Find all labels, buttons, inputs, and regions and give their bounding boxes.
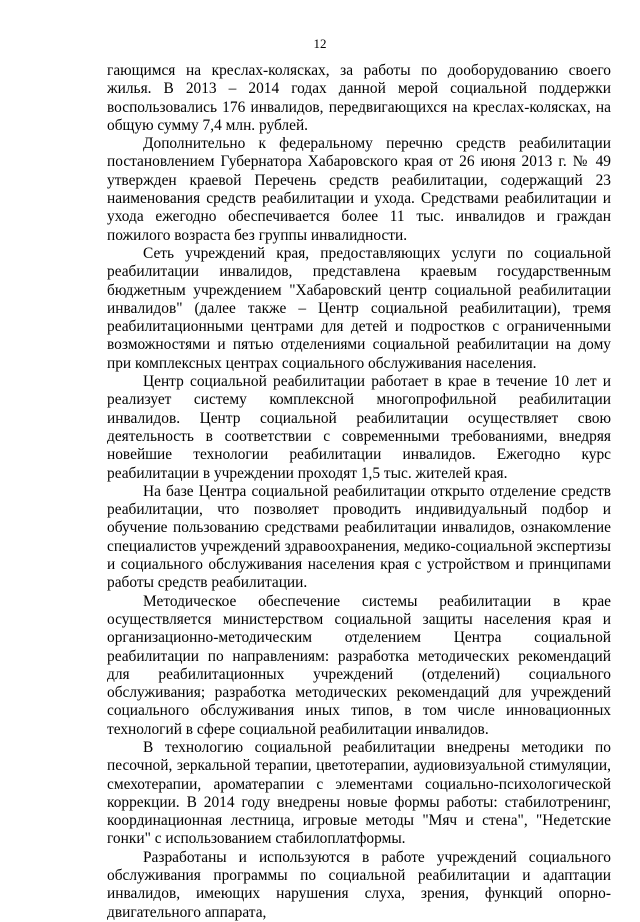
paragraph-1: гающимся на креслах-колясках, за работы по дооборудованию своего жилья. В 2013 – 2014 годах данной мерой социальной поддержки воспользовались 176 инвалидов, передвигающихся на креслах-колясках, на общую сумму 7,4 млн. рублей. [107, 62, 611, 134]
paragraph-4: Центр социальной реабилитации работает в крае в течение 10 лет и реализует систему комплексной многопрофильной реабилитации инвалидов. Центр социальной реабилитации осуществляет свою деятельность в соответствии с современными требованиями, внедряя новейшие технологии реабилитации инвалидов. Ежегодно курс реабилитации в учреждении проходят 1,5 тыс. жителей края. [107, 373, 611, 482]
paragraph-6: Методическое обеспечение системы реабилитации в крае осуществляется министерством социальной защиты населения края и организационно-методическим отделением Центра социальной реабилитации по направлениям: разработка методических рекомендаций для реабилитационных учреждений (отделений) социального обслуживания; разработка методических рекомендаций для учреждений социального обслуживания иных типов, в том числе инновационных технологий в сфере социальной реабилитации инвалидов. [107, 592, 611, 738]
paragraph-7: В технологию социальной реабилитации внедрены методики по песочной, зеркальной терапии, цветотерапии, аудиовизуальной стимуляции, смехотерапии, ароматерапии с элементами социально-психологической коррекции. В 2014 году внедрены новые формы работы: стабилотренинг, координационная лестница, игровые методы "Мяч и стена", "Недетские гонки" с использованием стабилоплатформы. [107, 738, 611, 848]
paragraph-8: Разработаны и используются в работе учреждений социального обслуживания программы по социальной реабилитации и адаптации инвалидов, имеющих нарушения слуха, зрения, функций опорно-двигательного аппарата, [107, 848, 611, 921]
page-number: 12 [313, 36, 327, 51]
paragraph-5: На базе Центра социальной реабилитации открыто отделение средств реабилитации, что позволяет проводить индивидуальный подбор и обучение пользованию средствами реабилитации инвалидов, ознакомление специалистов учреждений здравоохранения, медико-социальной экспертизы и социального обслуживания населения края с устройством и принципами работы средств реабилитации. [107, 482, 611, 592]
paragraph-3: Сеть учреждений края, предоставляющих услуги по социальной реабилитации инвалидов, представлена краевым государственным бюджетным учреждением "Хабаровский центр социальной реабилитации инвалидов" (далее также – Центр социальной реабилитации), тремя реабилитационными центрами для детей и подростков с ограниченными возможностями и пятью отделениями социальной реабилитации на дому при комплексных центрах социального обслуживания населения. [107, 244, 611, 372]
document-body [107, 62, 611, 922]
paragraph-2: Дополнительно к федеральному перечню средств реабилитации постановлением Губернатора Хабаровского края от 26 июня 2013 г. № 49 утвержден краевой Перечень средств реабилитации, содержащий 23 наименования средств реабилитации и ухода. Средствами реабилитации и ухода ежегодно обеспечивается более 11 тыс. инвалидов и граждан пожилого возраста без группы инвалидности. [107, 135, 611, 244]
